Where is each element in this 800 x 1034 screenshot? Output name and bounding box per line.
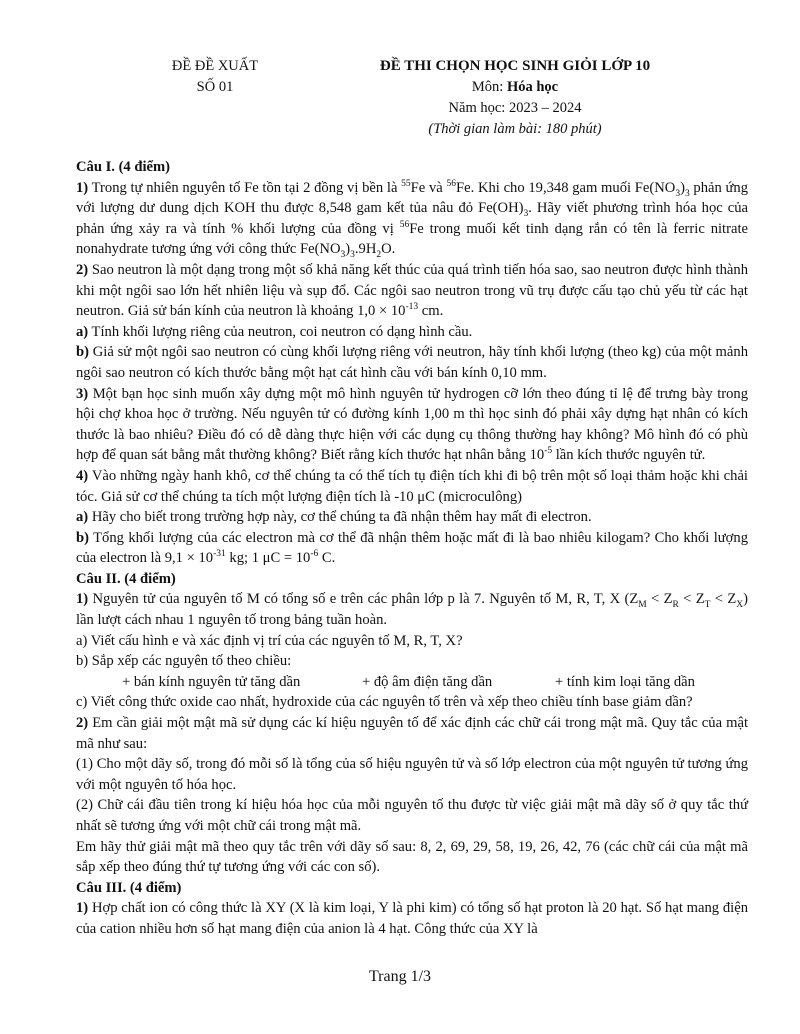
question-1-4b: b) Tổng khối lượng của các electron mà cơ thể đã nhận thêm hoặc mất đi là bao nhiêu kilogam? Cho khối lượng của electron là $9,1 \times 10^{-31}$ kg; 1 $\mu C = 10^{-6}$ C. — [76, 529, 748, 567]
question-1-2b: b) Giả sử một ngôi sao neutron có cùng khối lượng riêng với neutron, hãy tính khối lượng (theo kg) của một mảnh ngôi sao neutron có kích thước bằng một hạt cát hình cầu với bán kính 0,10 mm. — [76, 344, 748, 381]
section-title: Câu III. (4 điểm) — [76, 879, 182, 896]
exam-title: ĐỀ THI CHỌN HỌC SINH GIỎI LỚP 10 — [379, 58, 651, 74]
question-2-1: 1) Nguyên tử của nguyên tố M có tổng số e trên các phân lớp p là 7. Nguyên tố M, R, T, X $(Z_M < Z_R < Z_T < Z_X)$ lần lượt cách nhau 1 nguyên tố trong bảng tuần hoàn. — [76, 591, 748, 629]
cipher-rule-2: (2) Chữ cái đầu tiên trong kí hiệu hóa học của mỗi nguyên tố thu được từ việc giải mật mã dãy số ở quy tắc thứ nhất sẽ tương ứng với một chữ cái trong mật mã. — [76, 797, 748, 834]
question-1-1: 1) Trong tự nhiên nguyên tố Fe tồn tại 2 đồng vị bền là $^{55}$Fe và $^{56}$Fe. Khi cho 19,348 gam muối $Fe(NO_3)_3$ phản ứng với lượng dư dung dịch KOH thu được 8,548 gam kết tủa nâu đỏ $Fe(OH)_3$. Hãy viết phương trình hóa học của phản ứng xảy ra và tính % khối lượng của đồng vị $^{56}$Fe trong muối kết tinh dạng rắn có tên là ferric nitrate nonahydrate tương ứng với công thức $Fe(NO_3)_3.9H_2O$. — [76, 178, 749, 261]
question-2-1a: a) Viết cấu hình e và xác định vị trí của các nguyên tố M, R, T, X? — [76, 632, 463, 649]
subject-value: Hóa học — [506, 79, 559, 95]
question-1-3: 3) Một bạn học sinh muốn xây dựng một mô hình nguyên tử hydrogen cỡ lớn theo đúng tỉ lệ để trưng bày trong hội chợ khoa học ở trường. Nếu nguyên tử có đường kính 1,00 m thì học sinh đó phải xây dựng hạt nhân có kích thước là bao nhiêu? Điều đó có dễ dàng thực hiện với các dụng cụ thông thường hay không? Mô hình đó có phù hợp để quan sát bằng mắt thường không? Biết rằng kích thước hạt nhân bằng $10^{-5}$ lần kích thước nguyên tử. — [76, 385, 748, 464]
sort-options — [76, 672, 748, 693]
question-3-1: 1) Hợp chất ion có công thức là XY (X là kim loại, Y là phi kim) có tổng số hạt proton là 20 hạt. Số hạt mang điện của cation nhiều hơn số hạt mang điện của anion là 4 hạt. Công thức của XY là — [76, 900, 748, 937]
proposal-label — [145, 56, 285, 98]
proposal-type: ĐỀ ĐỀ XUẤT — [171, 58, 259, 74]
question-1-4a: a) Hãy cho biết trong trường hợp này, cơ thể chúng ta đã nhận thêm hay mất đi electron. — [76, 509, 592, 526]
exam-header — [0, 56, 800, 140]
cipher-rule-1: (1) Cho một dãy số, trong đó mỗi số là tổng của số hiệu nguyên tử và số lớp electron của một nguyên tử tương ứng với một nguyên tố hóa học. — [76, 756, 748, 793]
question-1-4: 4) Vào những ngày hanh khô, cơ thể chúng ta có thể tích tụ điện tích khi đi bộ trên một số loại thảm hoặc khi chải tóc. Giả sử cơ thể chúng ta tích một lượng điện tích là -10 μC (microculông) — [76, 467, 748, 505]
school-year: Năm học: 2023 – 2024 — [448, 100, 582, 116]
sort-option: + tính kim loại tăng dần — [555, 673, 695, 690]
proposal-number: SỐ 01 — [196, 79, 234, 95]
question-1-2a: a) Tính khối lượng riêng của neutron, coi neutron có dạng hình cầu. — [76, 323, 473, 340]
section-title: Câu I. (4 điểm) — [76, 159, 171, 175]
section-title: Câu II. (4 điểm) — [76, 570, 176, 587]
time-limit: (Thời gian làm bài: 180 phút) — [428, 121, 602, 137]
page-number: Trang 1/3 — [368, 968, 432, 985]
sort-option: + độ âm điện tăng dần — [362, 673, 493, 690]
question-2-1b: b) Sắp xếp các nguyên tố theo chiều: — [76, 653, 292, 670]
cipher-task: Em hãy thử giải mật mã theo quy tắc trên với dãy số sau: 8, 2, 69, 29, 58, 19, 26, 42, 76 (các chữ cái của mật mã sắp xếp theo đúng thứ tự tương ứng với các con số). — [76, 838, 748, 876]
sort-option: + bán kính nguyên tử tăng dần — [122, 673, 301, 690]
question-2-1c: c) Viết công thức oxide cao nhất, hydroxide của các nguyên tố trên và xếp theo chiều tính base giảm dần? — [76, 694, 693, 711]
exam-content — [76, 157, 748, 940]
question-1-2: 2) Sao neutron là một dạng trong một số khả năng kết thúc của quá trình tiến hóa sao, sao neutron được hình thành khi một ngôi sao lớn hết nhiên liệu và sụp đổ. Các ngôi sao neutron trong vũ trụ được cấu tạo chủ yếu từ các hạt neutron. Giả sử bán kính của neutron là khoảng $1,0 \times 10^{-13}$ cm. — [76, 261, 748, 320]
question-2-2: 2) Em cần giải một mật mã sử dụng các kí hiệu nguyên tố để xác định các chữ cái trong mật mã. Quy tắc của mật mã như sau: — [76, 715, 748, 752]
exam-info — [345, 56, 685, 140]
exam-subject: Môn: Hóa học — [471, 79, 559, 95]
